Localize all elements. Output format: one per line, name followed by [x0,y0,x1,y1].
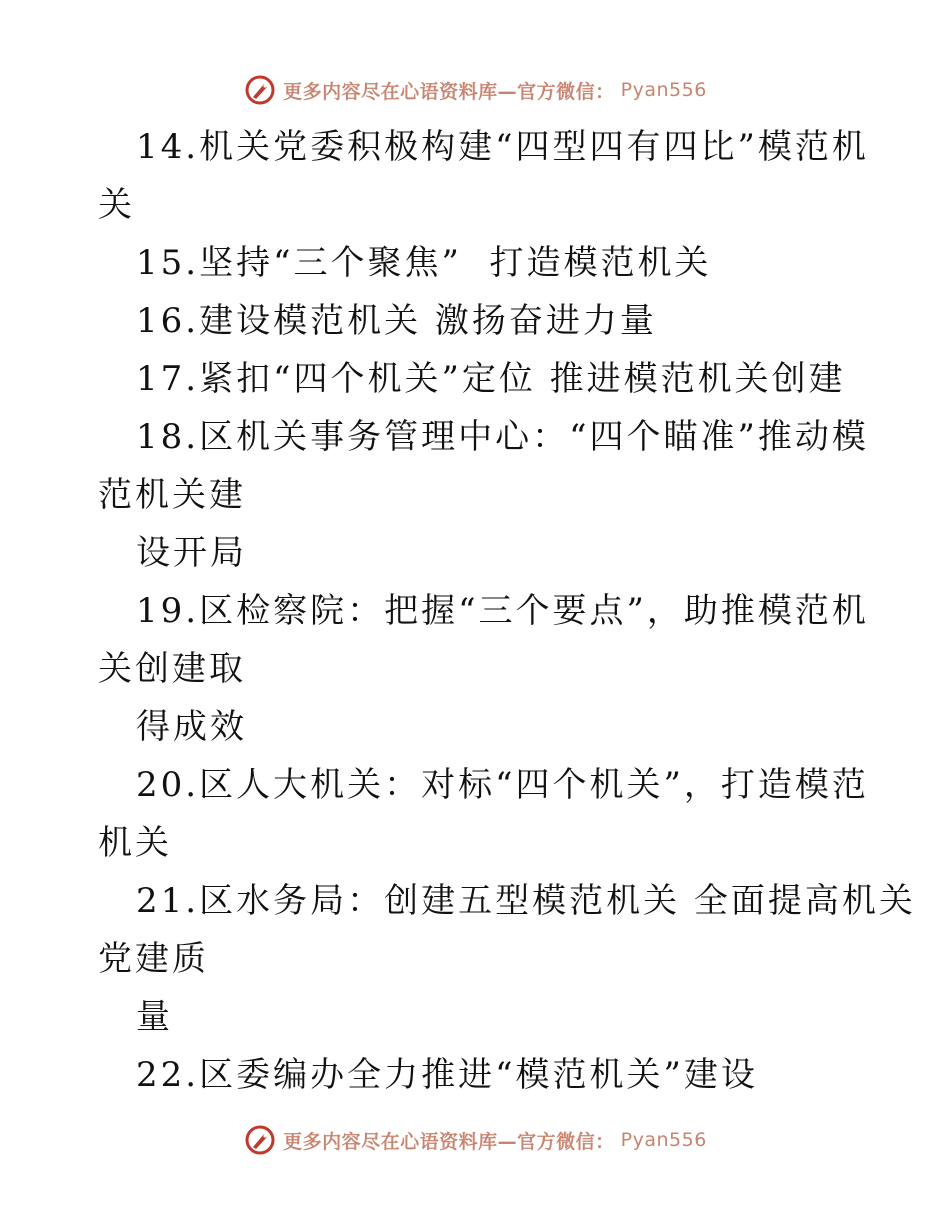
header-watermark [0,70,950,110]
document-line: 关 [98,185,135,225]
watermark-text: 更多内容尽在心语资料库—官方微信： [283,1130,615,1153]
document-line: 16.建设模范机关 激扬奋进力量 [136,301,657,341]
watermark-wechat-id: Pyan556 [620,79,707,101]
pen-nib-seal-icon [243,73,277,107]
document-body [98,118,916,1104]
document-line: 14.机关党委积极构建“四型四有四比”模范机 [136,127,869,167]
document-line: 范机关建 [98,475,246,515]
watermark-text: 更多内容尽在心语资料库—官方微信： [283,80,615,103]
document-line: 得成效 [136,707,247,747]
document-line: 机关 [98,823,172,863]
watermark-wechat-id: Pyan556 [620,1129,707,1151]
document-line: 17.紧扣“四个机关”定位 推进模范机关创建 [136,359,846,399]
document-line: 20.区人大机关：对标“四个机关”，打造模范 [136,765,869,805]
document-line: 21.区水务局：创建五型模范机关 全面提高机关 [136,881,916,921]
document-line: 量 [136,997,173,1037]
document-line: 15.坚持“三个聚焦” 打造模范机关 [136,243,712,283]
document-line: 关创建取 [98,649,246,689]
document-line: 18.区机关事务管理中心：“四个瞄准”推动模 [136,417,869,457]
document-line: 22.区委编办全力推进“模范机关”建设 [136,1055,758,1095]
document-line: 19.区检察院：把握“三个要点”，助推模范机 [136,591,869,631]
pen-nib-seal-icon [243,1123,277,1157]
document-line: 党建质 [98,939,209,979]
document-line: 设开局 [136,533,247,573]
footer-watermark [0,1120,950,1160]
